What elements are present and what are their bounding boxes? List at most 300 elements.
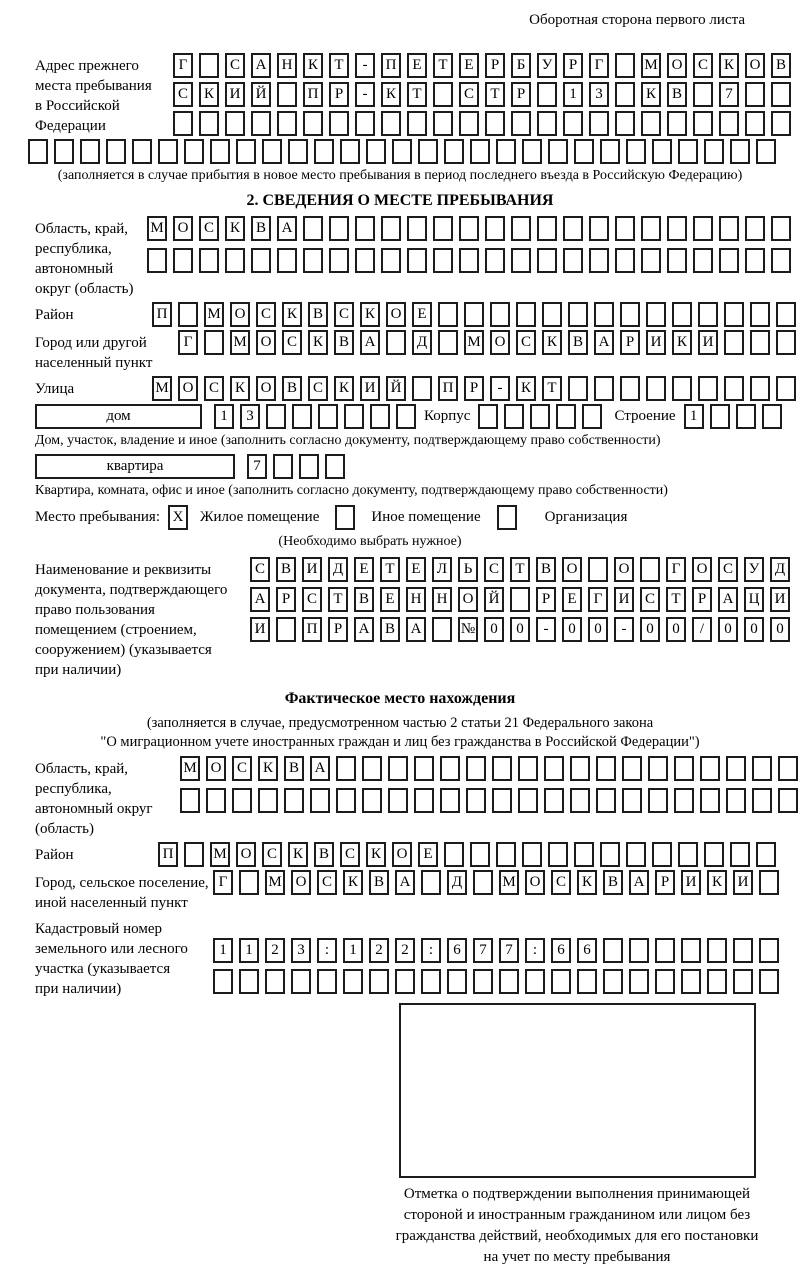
char-box[interactable]: Е — [407, 53, 427, 78]
char-box[interactable]: Р — [536, 587, 556, 612]
char-box[interactable] — [303, 216, 323, 241]
char-box[interactable] — [213, 969, 233, 994]
char-box[interactable]: Р — [464, 376, 484, 401]
char-box[interactable] — [745, 111, 765, 136]
char-box[interactable] — [418, 139, 438, 164]
char-box[interactable] — [615, 53, 635, 78]
char-box[interactable] — [459, 111, 479, 136]
char-box[interactable] — [180, 788, 200, 813]
char-box[interactable] — [724, 376, 744, 401]
char-box[interactable] — [693, 248, 713, 273]
char-box[interactable]: С — [551, 870, 571, 895]
char-box[interactable] — [388, 788, 408, 813]
char-box[interactable] — [707, 938, 727, 963]
apartment-type-box[interactable]: квартира — [35, 454, 235, 479]
char-box[interactable]: В — [369, 870, 389, 895]
char-box[interactable] — [756, 842, 776, 867]
char-box[interactable] — [522, 842, 542, 867]
char-box[interactable] — [648, 756, 668, 781]
char-box[interactable] — [496, 139, 516, 164]
char-box[interactable] — [622, 756, 642, 781]
char-box[interactable]: В — [334, 330, 354, 355]
char-box[interactable] — [388, 756, 408, 781]
char-box[interactable] — [485, 248, 505, 273]
char-box[interactable]: У — [744, 557, 764, 582]
char-box[interactable] — [778, 756, 798, 781]
char-box[interactable] — [563, 216, 583, 241]
char-box[interactable]: Б — [511, 53, 531, 78]
char-box[interactable] — [700, 788, 720, 813]
char-box[interactable]: М — [152, 376, 172, 401]
char-box[interactable]: 7 — [473, 938, 493, 963]
char-box[interactable] — [518, 788, 538, 813]
char-box[interactable] — [492, 788, 512, 813]
char-box[interactable] — [303, 248, 323, 273]
char-box[interactable]: В — [308, 302, 328, 327]
char-box[interactable] — [667, 216, 687, 241]
char-box[interactable] — [106, 139, 126, 164]
char-box[interactable] — [563, 248, 583, 273]
char-box[interactable]: Д — [412, 330, 432, 355]
char-box[interactable] — [210, 139, 230, 164]
char-box[interactable] — [563, 111, 583, 136]
char-box[interactable]: О — [206, 756, 226, 781]
char-box[interactable] — [54, 139, 74, 164]
char-box[interactable] — [759, 969, 779, 994]
char-box[interactable]: М — [147, 216, 167, 241]
char-box[interactable]: Р — [485, 53, 505, 78]
char-box[interactable]: К — [343, 870, 363, 895]
char-box[interactable] — [438, 302, 458, 327]
char-box[interactable]: С — [225, 53, 245, 78]
char-box[interactable]: А — [277, 216, 297, 241]
char-box[interactable] — [771, 111, 791, 136]
char-box[interactable] — [366, 139, 386, 164]
char-box[interactable]: П — [438, 376, 458, 401]
char-box[interactable] — [641, 248, 661, 273]
char-box[interactable]: В — [568, 330, 588, 355]
char-box[interactable] — [544, 788, 564, 813]
char-box[interactable] — [232, 788, 252, 813]
char-box[interactable] — [588, 557, 608, 582]
char-box[interactable]: - — [355, 53, 375, 78]
char-box[interactable] — [707, 969, 727, 994]
char-box[interactable]: - — [536, 617, 556, 642]
char-box[interactable] — [756, 139, 776, 164]
char-box[interactable] — [704, 842, 724, 867]
char-box[interactable]: О — [173, 216, 193, 241]
char-box[interactable]: А — [251, 53, 271, 78]
char-box[interactable] — [504, 404, 524, 429]
char-box[interactable]: Т — [510, 557, 530, 582]
char-box[interactable] — [600, 842, 620, 867]
char-box[interactable] — [750, 376, 770, 401]
char-box[interactable] — [284, 788, 304, 813]
char-box[interactable] — [726, 788, 746, 813]
char-box[interactable] — [473, 969, 493, 994]
char-box[interactable] — [672, 302, 692, 327]
char-box[interactable]: Т — [328, 587, 348, 612]
char-box[interactable]: Н — [277, 53, 297, 78]
char-box[interactable]: К — [288, 842, 308, 867]
char-box[interactable]: А — [406, 617, 426, 642]
char-box[interactable] — [440, 756, 460, 781]
char-box[interactable]: И — [614, 587, 634, 612]
char-box[interactable] — [485, 216, 505, 241]
char-box[interactable] — [277, 82, 297, 107]
char-box[interactable] — [681, 938, 701, 963]
char-box[interactable] — [646, 302, 666, 327]
char-box[interactable] — [556, 404, 576, 429]
char-box[interactable] — [589, 248, 609, 273]
char-box[interactable]: Л — [432, 557, 452, 582]
char-box[interactable]: С — [173, 82, 193, 107]
char-box[interactable]: Р — [655, 870, 675, 895]
char-box[interactable]: С — [199, 216, 219, 241]
char-box[interactable] — [776, 376, 796, 401]
char-box[interactable] — [318, 404, 338, 429]
char-box[interactable]: 0 — [510, 617, 530, 642]
char-box[interactable]: Р — [563, 53, 583, 78]
char-box[interactable] — [444, 842, 464, 867]
char-box[interactable]: В — [380, 617, 400, 642]
char-box[interactable] — [778, 788, 798, 813]
char-box[interactable]: 6 — [551, 938, 571, 963]
char-box[interactable]: К — [366, 842, 386, 867]
char-box[interactable] — [570, 756, 590, 781]
char-box[interactable] — [478, 404, 498, 429]
char-box[interactable]: Г — [666, 557, 686, 582]
char-box[interactable] — [759, 870, 779, 895]
char-box[interactable] — [132, 139, 152, 164]
char-box[interactable]: О — [692, 557, 712, 582]
char-box[interactable] — [594, 302, 614, 327]
char-box[interactable] — [771, 248, 791, 273]
char-box[interactable] — [667, 111, 687, 136]
char-box[interactable] — [466, 788, 486, 813]
char-box[interactable]: 7 — [247, 454, 267, 479]
char-box[interactable]: О — [178, 376, 198, 401]
char-box[interactable] — [516, 302, 536, 327]
char-box[interactable] — [745, 216, 765, 241]
char-box[interactable]: К — [707, 870, 727, 895]
char-box[interactable] — [459, 248, 479, 273]
char-box[interactable] — [80, 139, 100, 164]
char-box[interactable] — [646, 376, 666, 401]
char-box[interactable] — [239, 969, 259, 994]
char-box[interactable] — [158, 139, 178, 164]
char-box[interactable] — [719, 248, 739, 273]
char-box[interactable]: М — [464, 330, 484, 355]
char-box[interactable]: В — [276, 557, 296, 582]
char-box[interactable] — [265, 969, 285, 994]
char-box[interactable]: - — [490, 376, 510, 401]
char-box[interactable] — [620, 302, 640, 327]
char-box[interactable]: Р — [329, 82, 349, 107]
char-box[interactable]: И — [360, 376, 380, 401]
char-box[interactable]: С — [308, 376, 328, 401]
char-box[interactable] — [407, 248, 427, 273]
char-box[interactable]: К — [258, 756, 278, 781]
char-box[interactable]: К — [360, 302, 380, 327]
char-box[interactable] — [674, 788, 694, 813]
char-box[interactable]: 0 — [484, 617, 504, 642]
char-box[interactable] — [310, 788, 330, 813]
char-box[interactable]: Т — [433, 53, 453, 78]
char-box[interactable] — [492, 756, 512, 781]
char-box[interactable]: Г — [213, 870, 233, 895]
char-box[interactable]: 3 — [291, 938, 311, 963]
char-box[interactable] — [369, 969, 389, 994]
char-box[interactable]: А — [310, 756, 330, 781]
char-box[interactable] — [381, 216, 401, 241]
char-box[interactable]: О — [392, 842, 412, 867]
char-box[interactable]: Р — [511, 82, 531, 107]
char-box[interactable] — [299, 454, 319, 479]
char-box[interactable]: В — [251, 216, 271, 241]
char-box[interactable] — [700, 756, 720, 781]
char-box[interactable]: П — [381, 53, 401, 78]
char-box[interactable]: 0 — [666, 617, 686, 642]
char-box[interactable]: О — [490, 330, 510, 355]
char-box[interactable]: - — [614, 617, 634, 642]
char-box[interactable] — [204, 330, 224, 355]
char-box[interactable]: А — [250, 587, 270, 612]
char-box[interactable]: № — [458, 617, 478, 642]
char-box[interactable] — [733, 938, 753, 963]
char-box[interactable] — [548, 842, 568, 867]
char-box[interactable] — [626, 842, 646, 867]
char-box[interactable] — [626, 139, 646, 164]
char-box[interactable] — [771, 216, 791, 241]
char-box[interactable] — [362, 756, 382, 781]
char-box[interactable]: Й — [251, 82, 271, 107]
char-box[interactable]: С — [262, 842, 282, 867]
char-box[interactable]: С — [693, 53, 713, 78]
char-box[interactable] — [719, 216, 739, 241]
char-box[interactable] — [178, 302, 198, 327]
char-box[interactable] — [537, 82, 557, 107]
char-box[interactable] — [440, 788, 460, 813]
char-box[interactable]: 0 — [718, 617, 738, 642]
char-box[interactable]: В — [282, 376, 302, 401]
char-box[interactable] — [589, 216, 609, 241]
char-box[interactable] — [184, 139, 204, 164]
char-box[interactable] — [386, 330, 406, 355]
char-box[interactable]: Д — [447, 870, 467, 895]
char-box[interactable] — [199, 248, 219, 273]
char-box[interactable]: 6 — [447, 938, 467, 963]
char-box[interactable]: Е — [418, 842, 438, 867]
char-box[interactable]: 2 — [369, 938, 389, 963]
char-box[interactable]: М — [499, 870, 519, 895]
char-box[interactable]: 2 — [395, 938, 415, 963]
char-box[interactable]: 6 — [577, 938, 597, 963]
char-box[interactable] — [444, 139, 464, 164]
char-box[interactable]: О — [386, 302, 406, 327]
char-box[interactable]: А — [360, 330, 380, 355]
char-box[interactable] — [603, 938, 623, 963]
char-box[interactable]: : — [421, 938, 441, 963]
char-box[interactable] — [629, 938, 649, 963]
char-box[interactable]: О — [236, 842, 256, 867]
char-box[interactable]: Т — [485, 82, 505, 107]
char-box[interactable]: С — [718, 557, 738, 582]
char-box[interactable] — [582, 404, 602, 429]
char-box[interactable]: Е — [412, 302, 432, 327]
char-box[interactable] — [329, 216, 349, 241]
char-box[interactable] — [629, 969, 649, 994]
char-box[interactable] — [568, 302, 588, 327]
char-box[interactable]: С — [282, 330, 302, 355]
char-box[interactable] — [667, 248, 687, 273]
char-box[interactable] — [548, 139, 568, 164]
char-box[interactable]: К — [672, 330, 692, 355]
char-box[interactable]: Р — [276, 587, 296, 612]
char-box[interactable]: Г — [178, 330, 198, 355]
char-box[interactable] — [262, 139, 282, 164]
char-box[interactable]: И — [681, 870, 701, 895]
char-box[interactable]: М — [210, 842, 230, 867]
char-box[interactable]: 1 — [239, 938, 259, 963]
char-box[interactable]: М — [204, 302, 224, 327]
char-box[interactable]: Р — [328, 617, 348, 642]
char-box[interactable]: И — [733, 870, 753, 895]
char-box[interactable]: 1 — [213, 938, 233, 963]
char-box[interactable]: Ц — [744, 587, 764, 612]
char-box[interactable] — [752, 756, 772, 781]
checkbox-organization-cell[interactable] — [497, 505, 517, 530]
char-box[interactable]: 1 — [214, 404, 234, 429]
char-box[interactable] — [147, 248, 167, 273]
char-box[interactable] — [776, 330, 796, 355]
char-box[interactable]: О — [291, 870, 311, 895]
char-box[interactable] — [678, 139, 698, 164]
char-box[interactable] — [518, 756, 538, 781]
char-box[interactable]: Ь — [458, 557, 478, 582]
char-box[interactable]: А — [629, 870, 649, 895]
char-box[interactable] — [698, 302, 718, 327]
char-box[interactable]: Т — [542, 376, 562, 401]
char-box[interactable]: К — [230, 376, 250, 401]
char-box[interactable] — [314, 139, 334, 164]
char-box[interactable]: К — [719, 53, 739, 78]
char-box[interactable] — [622, 788, 642, 813]
char-box[interactable]: А — [718, 587, 738, 612]
char-box[interactable]: Е — [562, 587, 582, 612]
char-box[interactable]: С — [516, 330, 536, 355]
char-box[interactable]: 0 — [770, 617, 790, 642]
char-box[interactable]: О — [256, 376, 276, 401]
char-box[interactable] — [652, 842, 672, 867]
char-box[interactable]: И — [225, 82, 245, 107]
char-box[interactable] — [698, 376, 718, 401]
char-box[interactable] — [277, 248, 297, 273]
char-box[interactable]: 7 — [719, 82, 739, 107]
char-box[interactable] — [381, 111, 401, 136]
char-box[interactable]: П — [303, 82, 323, 107]
char-box[interactable] — [752, 788, 772, 813]
char-box[interactable] — [525, 969, 545, 994]
char-box[interactable]: Т — [329, 53, 349, 78]
char-box[interactable]: 1 — [563, 82, 583, 107]
char-box[interactable] — [473, 870, 493, 895]
char-box[interactable]: М — [230, 330, 250, 355]
char-box[interactable] — [381, 248, 401, 273]
char-box[interactable] — [225, 111, 245, 136]
char-box[interactable] — [733, 969, 753, 994]
char-box[interactable] — [251, 248, 271, 273]
char-box[interactable] — [414, 788, 434, 813]
char-box[interactable] — [736, 404, 756, 429]
char-box[interactable] — [530, 404, 550, 429]
char-box[interactable]: Т — [380, 557, 400, 582]
char-box[interactable] — [750, 330, 770, 355]
char-box[interactable] — [291, 969, 311, 994]
char-box[interactable] — [510, 587, 530, 612]
char-box[interactable] — [719, 111, 739, 136]
char-box[interactable]: А — [594, 330, 614, 355]
char-box[interactable]: И — [302, 557, 322, 582]
char-box[interactable]: О — [614, 557, 634, 582]
char-box[interactable]: 0 — [744, 617, 764, 642]
char-box[interactable] — [603, 969, 623, 994]
char-box[interactable]: К — [282, 302, 302, 327]
char-box[interactable]: М — [180, 756, 200, 781]
char-box[interactable]: С — [340, 842, 360, 867]
char-box[interactable]: О — [230, 302, 250, 327]
char-box[interactable] — [459, 216, 479, 241]
char-box[interactable]: К — [641, 82, 661, 107]
char-box[interactable] — [496, 842, 516, 867]
char-box[interactable]: У — [537, 53, 557, 78]
char-box[interactable] — [511, 216, 531, 241]
char-box[interactable]: А — [395, 870, 415, 895]
char-box[interactable]: Е — [380, 587, 400, 612]
char-box[interactable] — [551, 969, 571, 994]
char-box[interactable] — [674, 756, 694, 781]
char-box[interactable] — [542, 302, 562, 327]
char-box[interactable]: С — [640, 587, 660, 612]
char-box[interactable]: О — [667, 53, 687, 78]
char-box[interactable] — [485, 111, 505, 136]
char-box[interactable] — [407, 216, 427, 241]
char-box[interactable] — [499, 969, 519, 994]
checkbox-residential-cell[interactable]: X — [168, 505, 188, 530]
char-box[interactable]: Е — [354, 557, 374, 582]
char-box[interactable] — [745, 248, 765, 273]
char-box[interactable] — [466, 756, 486, 781]
char-box[interactable] — [317, 969, 337, 994]
char-box[interactable]: 1 — [684, 404, 704, 429]
char-box[interactable] — [362, 788, 382, 813]
char-box[interactable] — [648, 788, 668, 813]
char-box[interactable] — [173, 111, 193, 136]
char-box[interactable]: : — [317, 938, 337, 963]
char-box[interactable]: И — [250, 617, 270, 642]
char-box[interactable] — [615, 216, 635, 241]
char-box[interactable] — [544, 756, 564, 781]
char-box[interactable] — [433, 111, 453, 136]
char-box[interactable] — [447, 969, 467, 994]
char-box[interactable]: К — [199, 82, 219, 107]
char-box[interactable] — [325, 454, 345, 479]
char-box[interactable]: С — [204, 376, 224, 401]
char-box[interactable] — [396, 404, 416, 429]
char-box[interactable] — [239, 870, 259, 895]
char-box[interactable]: : — [525, 938, 545, 963]
char-box[interactable] — [596, 756, 616, 781]
